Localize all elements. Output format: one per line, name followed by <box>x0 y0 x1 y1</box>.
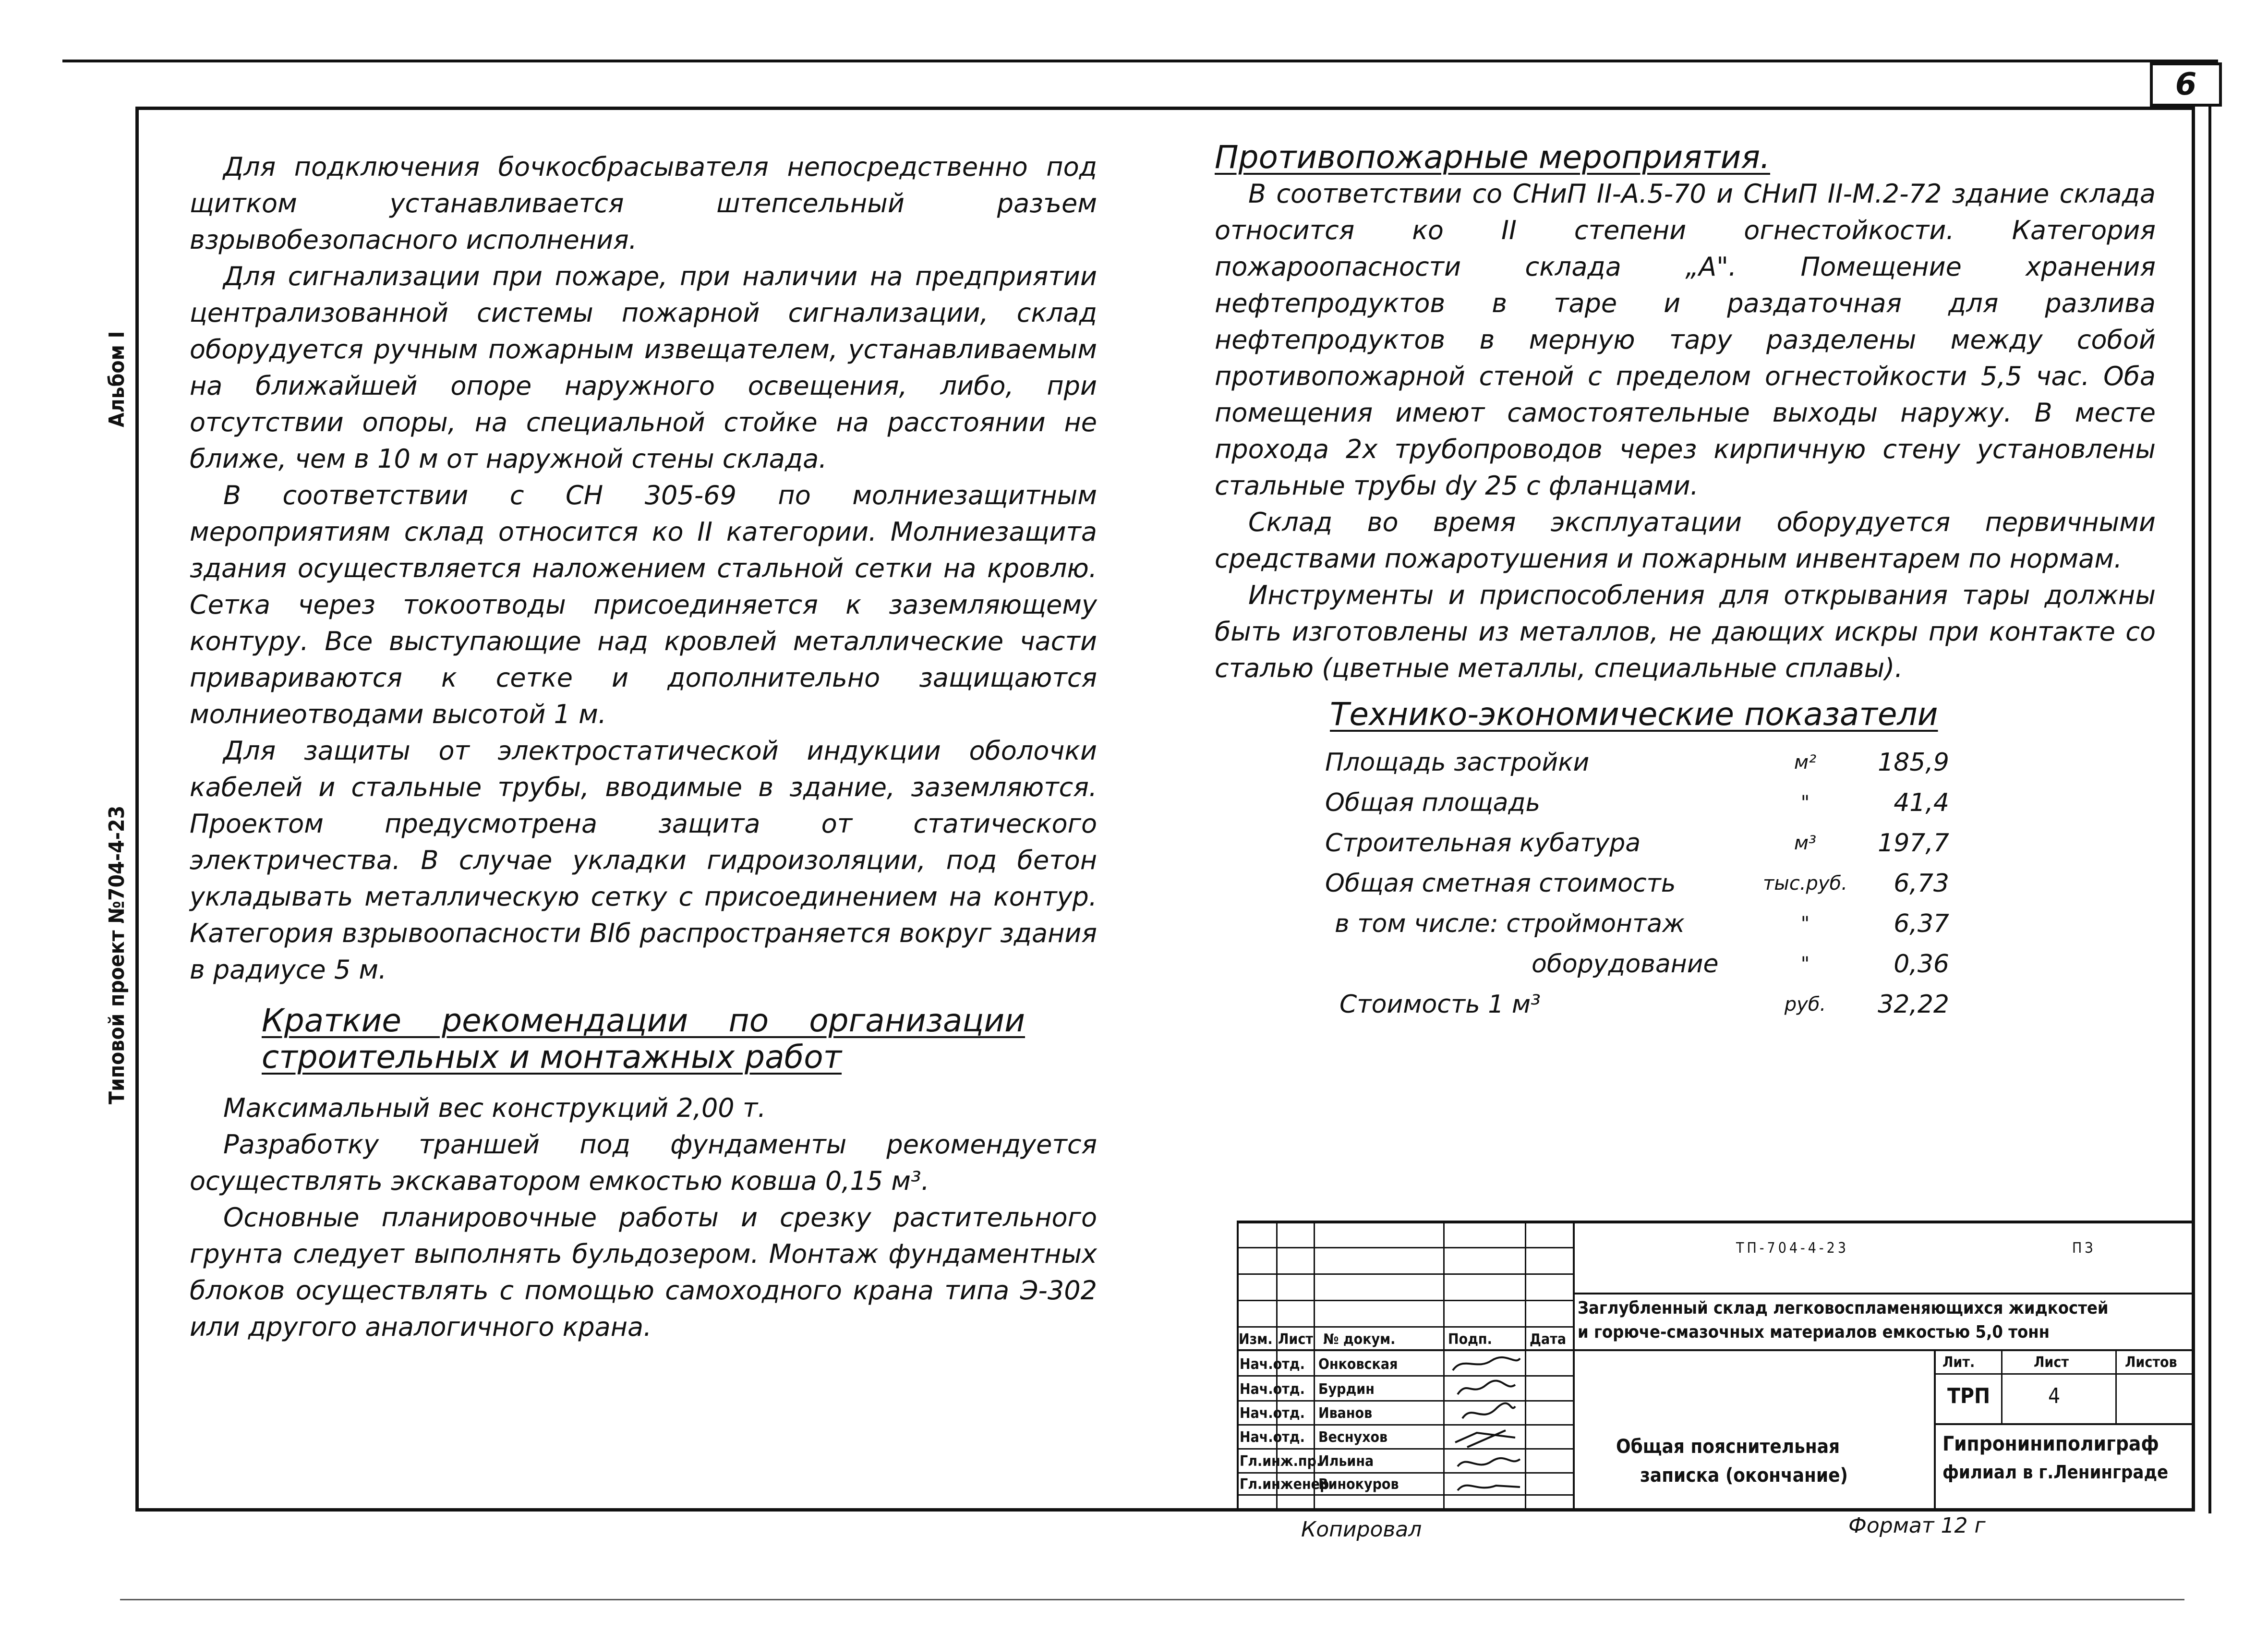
object-line-1: Заглубленный склад легковоспламеняющихся жидкостей <box>1578 1298 2109 1318</box>
indicator-row <box>1325 742 1949 783</box>
signer-name: Иванов <box>1318 1405 1373 1422</box>
header-sign: Подп. <box>1448 1331 1492 1348</box>
indicator-value: 6,73 <box>1894 869 1949 898</box>
page-number-box <box>2150 62 2222 107</box>
signer-name: Веснухов <box>1318 1429 1388 1446</box>
fire-paragraph-1: В соответствии со СНиП II-А.5-70 и СНиП II-М.2-72 здание склада относится ко II степени огнестойкости. Категория пожароопасности склада „А". Помещение хранения нефтепродуктов в таре и раздаточная для разлива нефтепродуктов в мерную тару разделены между собой противопожарной стеной с пределом огнестойкости 5,5 час. Оба помещения имеют самостоятельные выходы наружу. В месте прохода 2х трубопроводов через кирпичную стену установлены стальные трубы dу 25 с фланцами. <box>1215 179 2156 501</box>
indicator-value: 197,7 <box>1878 829 1949 858</box>
indicator-name: Общая площадь <box>1325 788 1541 817</box>
signer-role: Гл.инж.пр. <box>1240 1453 1322 1470</box>
document-section: ПЗ <box>2072 1240 2096 1257</box>
footer-copied: Копировал <box>1301 1517 1422 1542</box>
sheet-value: 4 <box>2048 1384 2061 1408</box>
footer-format: Формат 12 г <box>1848 1513 1986 1538</box>
indicator-value: 32,22 <box>1878 990 1949 1019</box>
signature-1 <box>1453 1357 1520 1370</box>
left-column <box>190 149 1097 1345</box>
indicator-name: Площадь застройки <box>1325 748 1590 777</box>
fire-section-title: Противопожарные мероприятия. <box>1215 139 1771 176</box>
doc-title-line-1: Общая пояснительная <box>1616 1436 1840 1458</box>
indicator-unit: м² <box>1794 751 1817 774</box>
indicator-row <box>1325 823 1949 863</box>
stage-value: ТРП <box>1947 1384 1991 1408</box>
signer-role: Нач.отд. <box>1240 1356 1305 1373</box>
indicator-name: Общая сметная стоимость <box>1325 869 1676 898</box>
works-paragraph-3: Основные планировочные работы и срезку растительного грунта следует выполнять бульдозером. Монтаж фундаментных блоков осуществлять с помощью самоходного крана типа Э-302 или другого аналогичного крана. <box>190 1202 1097 1342</box>
signer-role: Нач.отд. <box>1240 1429 1305 1446</box>
signer-name: Бурдин <box>1318 1381 1375 1398</box>
side-label-album: Альбом I <box>105 331 129 427</box>
works-paragraph-1: Максимальный вес конструкций 2,00 т. <box>223 1093 766 1123</box>
header-doc: № докум. <box>1323 1331 1396 1348</box>
indicator-row <box>1325 944 1949 984</box>
signature-4 <box>1455 1430 1515 1447</box>
left-paragraph-4: Для защиты от электростатической индукции оболочки кабелей и стальные трубы, вводимые в здание, заземляются. Проектом предусмотрена защита от статического электричества. В случае укладки гидроизоляции, под бетон укладывать металлическую сетку с присоединением на контур. Категория взрывоопасности ВIб распространяется вокруг здания в радиусе 5 м. <box>190 736 1097 985</box>
signer-role: Нач.отд. <box>1240 1381 1305 1398</box>
indicator-unit: тыс.руб. <box>1762 872 1848 895</box>
doc-title-line-2: записка (окончание) <box>1640 1464 1848 1487</box>
signature-5 <box>1458 1458 1520 1466</box>
page-number: 6 <box>2175 67 2197 102</box>
right-column <box>1215 139 2156 1025</box>
indicator-unit: руб. <box>1784 993 1826 1016</box>
indicator-name: в том числе: строймонтаж <box>1335 909 1685 938</box>
object-line-2: и горюче-смазочных материалов емкостью 5,0 тонн <box>1578 1322 2050 1342</box>
document-code: ТП-704-4-23 <box>1736 1240 1849 1257</box>
signer-role: Гл.инженер <box>1240 1476 1329 1493</box>
signer-name: Винокуров <box>1318 1476 1399 1493</box>
left-paragraph-3: В соответствии с СН 305-69 по молниезащитным мероприятиям склад относится ко II категории. Молниезащита здания осуществляется наложением стальной сетки на кровлю. Сетка через токоотводы присоединяется к заземляющему контуру. Все выступающие над кровлей металлические части привариваются к сетке и дополнительно защищаются молниеотводами высотой 1 м. <box>190 480 1097 729</box>
bottom-rule <box>120 1599 2184 1600</box>
header-list: Лист <box>1278 1331 1313 1348</box>
sheet-header: Лист <box>2034 1354 2069 1371</box>
indicators-table <box>1325 742 1949 1025</box>
header-izm: Изм. <box>1239 1331 1273 1348</box>
header-date: Дата <box>1530 1331 1567 1348</box>
indicator-name: Стоимость 1 м³ <box>1339 990 1541 1019</box>
title-block <box>1237 1221 2195 1512</box>
signer-role: Нач.отд. <box>1240 1405 1305 1422</box>
right-edge-line <box>2208 107 2211 1513</box>
top-rule <box>62 60 2218 62</box>
left-paragraph-1: Для подключения бочкосбрасывателя непосредственно под щитком устанавливается штепсельный разъем взрывобезопасного исполнения. <box>190 152 1097 255</box>
indicator-name: оборудование <box>1532 950 1719 979</box>
signature-3 <box>1462 1403 1515 1418</box>
org-line-1: Гипрониниполиграф <box>1942 1432 2159 1455</box>
sheets-header: Листов <box>2125 1354 2177 1371</box>
indicator-row <box>1325 863 1949 904</box>
side-label-project: Типовой проект №704-4-23 <box>105 805 129 1104</box>
indicator-value: 41,4 <box>1894 788 1949 817</box>
left-paragraph-2: Для сигнализации при пожаре, при наличии на предприятии централизованной системы пожарной сигнализации, склад оборудуется ручным пожарным извещателем, устанавливаемым на ближайшей опоре наружного освещения, либо, при отсутствии опоры, на специальной стойке на расстоянии не ближе, чем в 10 м от наружной стены склада. <box>190 261 1097 474</box>
signer-name: Ильина <box>1318 1453 1374 1470</box>
signer-name: Онковская <box>1318 1356 1398 1373</box>
indicator-row <box>1325 783 1949 823</box>
indicator-value: 0,36 <box>1894 950 1949 979</box>
works-section-title: Краткие рекомендации по организации строительных и монтажных работ <box>262 1002 1025 1076</box>
fire-paragraph-2: Склад во время эксплуатации оборудуется первичными средствами пожаротушения и пожарным инвентарем по нормам. <box>1215 507 2156 574</box>
fire-paragraph-3: Инструменты и приспособления для открывания тары должны быть изготовлены из металлов, не дающих искры при контакте со сталью (цветные металлы, специальные сплавы). <box>1215 580 2156 683</box>
indicators-title: Технико-экономические показатели <box>1330 696 1938 733</box>
signatures-drawing <box>1448 1351 1525 1495</box>
indicator-value: 6,37 <box>1894 909 1949 938</box>
indicator-unit: " <box>1800 792 1810 814</box>
org-line-2: филиал в г.Ленинграде <box>1942 1462 2169 1483</box>
indicator-name: Строительная кубатура <box>1325 829 1641 858</box>
works-paragraph-2: Разработку траншей под фундаменты рекомендуется осуществлять экскаватором емкостью ковша 0,15 м³. <box>190 1129 1097 1196</box>
indicator-row <box>1325 984 1949 1025</box>
indicator-unit: " <box>1800 913 1810 935</box>
indicator-value: 185,9 <box>1878 748 1949 777</box>
indicator-row <box>1325 904 1949 944</box>
signature-6 <box>1458 1486 1520 1490</box>
indicator-unit: м³ <box>1794 832 1817 854</box>
signature-2 <box>1458 1381 1515 1394</box>
indicator-unit: " <box>1800 953 1810 975</box>
stage-header: Лит. <box>1942 1354 1975 1371</box>
